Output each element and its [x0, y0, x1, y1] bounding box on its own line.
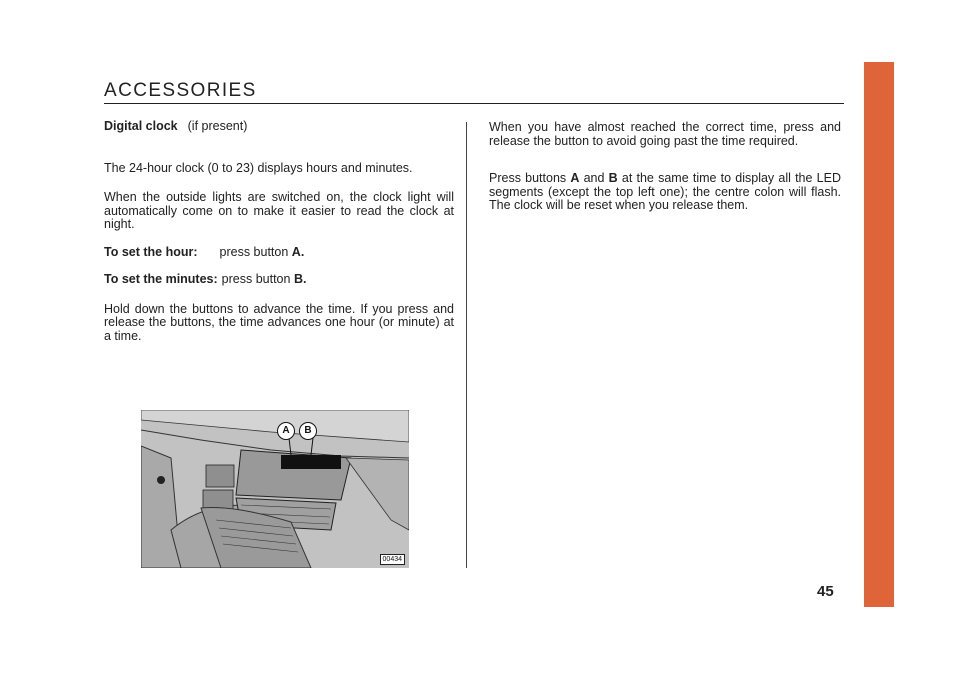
set-minutes-line: [104, 273, 454, 287]
figure-label-a: A: [277, 422, 295, 440]
reset-prefix: Press buttons: [489, 171, 567, 185]
dashboard-drawing: [141, 410, 409, 568]
set-minutes-text: press button: [221, 272, 291, 286]
reset-button-a: A: [570, 171, 580, 185]
paragraph-lights: When the outside lights are switched on, the clock light will automatically come on to make it easier to read the clock at night.: [104, 190, 454, 231]
set-minutes-label: To set the minutes:: [104, 272, 218, 286]
page-heading: ACCESSORIES: [104, 80, 257, 101]
left-column: [104, 120, 454, 343]
set-minutes-button: B.: [293, 272, 307, 286]
reset-and: and: [583, 171, 605, 185]
figure-code: 00434: [380, 554, 405, 565]
dashboard-clock-illustration: [141, 410, 409, 568]
section-title: [104, 120, 454, 134]
set-hour-line: [104, 246, 454, 260]
page-number: 45: [817, 583, 834, 600]
reset-suffix: at the same time to display all the LED segments (except the top left one); the centre colon will flash. The clock will be reset when you release them.: [489, 171, 841, 212]
set-hour-label: To set the hour:: [104, 244, 198, 259]
figure-label-b: B: [299, 422, 317, 440]
paragraph-correct-time: When you have almost reached the correct time, press and release the button to avoid going past the time required.: [489, 120, 841, 148]
paragraph-hold: Hold down the buttons to advance the time. If you press and release the buttons, the time advances one hour (or minute) at a time.: [104, 301, 454, 343]
paragraph-24hour: The 24-hour clock (0 to 23) displays hours and minutes.: [104, 160, 413, 175]
reset-button-b: B: [608, 171, 618, 185]
column-divider: [466, 122, 467, 568]
set-hour-button: A.: [291, 244, 305, 259]
section-title-bold: Digital clock: [104, 119, 178, 133]
paragraph-reset: [489, 172, 841, 213]
heading-rule: [104, 103, 844, 104]
right-column: [489, 121, 841, 213]
section-note: (if present): [187, 119, 248, 133]
chapter-tab: [864, 62, 894, 607]
set-hour-text: press button: [219, 244, 289, 259]
